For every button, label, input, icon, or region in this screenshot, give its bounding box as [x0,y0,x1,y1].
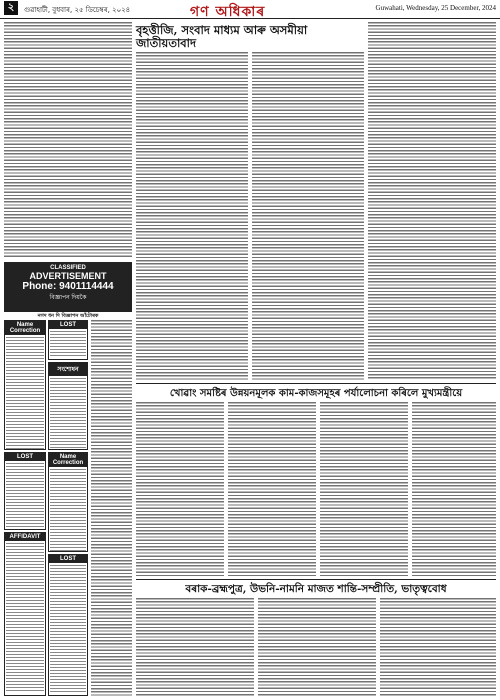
classified-note: নগদ ধন দি বিজ্ঞাপন আঁটোৰক [37,313,99,319]
page-number: ২ [4,1,18,15]
ad-correction-assamese [48,362,88,450]
bottom-article-col-2 [258,598,376,696]
top-article-col-1 [136,52,248,380]
bottom-article-col-3 [380,598,496,696]
ad-title: Name Correction [49,453,87,467]
header-date-assamese: গুৱাহাটী, বুধবাৰ, ২৫ ডিচেম্বৰ, ২০২৪ [24,6,131,14]
bottom-article-col-1 [136,598,254,696]
ad-title: LOST [5,453,45,461]
divider-top [136,383,496,384]
classified-banner [4,262,132,312]
ad-affidavit [4,532,46,696]
ad-lost-2 [4,452,46,530]
classified-phone: Phone: 9401114444 [22,281,114,292]
left-column-text [4,22,132,258]
ad-name-correction-2 [48,452,88,552]
ad-title: LOST [49,321,87,329]
ad-lost-3 [48,554,88,696]
ad-title: Name Correction [5,321,45,335]
ad-title: AFFIDAVIT [5,533,45,541]
classified-title: CLASSIFIED [50,265,86,271]
top-headline: বৃহত্তীজি, সংবাদ মাধ্যম আৰু অসমীয়া জাতীয়তাবাদ [136,23,308,50]
divider-bottom [136,579,496,580]
middle-article-col-1 [136,402,224,576]
middle-article-col-2 [228,402,316,576]
classified-line-1: বিজ্ঞাপন দিয়কৈ [49,295,87,301]
page-header [0,0,500,19]
top-article-col-2 [252,52,364,380]
ad-name-correction-1 [4,320,46,450]
bottom-headline: বৰাক-ব্ৰহ্মপুত্ৰ, উভনি-নামনি মাজত শান্তি-সম্প্ৰীতি, ভাতৃত্ববোধ [185,583,447,595]
middle-headline: খোৱাং সমষ্টিৰ উন্নয়নমূলক কাম-কাজসমূহৰ পৰ্যালোচনা কৰিলে মুখ্যমন্ত্ৰীয়ে [169,388,463,399]
top-article-col-3 [368,22,496,380]
middle-article-col-3 [320,402,408,576]
masthead: গণ অধিকাৰ [190,4,266,20]
header-date-english: Guwahati, Wednesday, 25 December, 2024 [375,4,496,12]
ads-side-text [91,320,132,696]
middle-article-col-4 [412,402,496,576]
ad-title: LOST [49,555,87,563]
ad-title: সংশোধন [49,363,87,376]
ad-lost-1 [48,320,88,360]
classified-subtitle: ADVERTISEMENT [29,271,107,281]
